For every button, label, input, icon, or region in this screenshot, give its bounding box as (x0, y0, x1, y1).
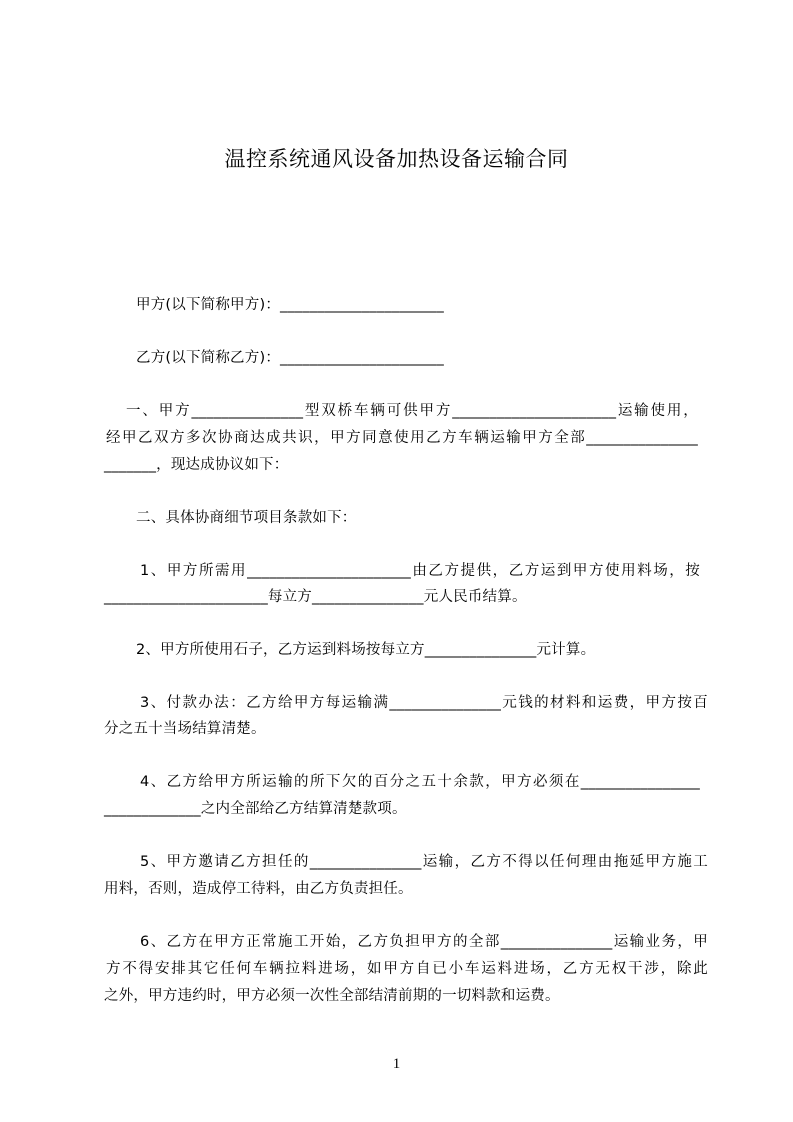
item-6-line-2: 方不得安排其它任何车辆拉料进场，如甲方自已小车运料进场，乙方无权干涉，除此 (106, 961, 708, 977)
item-6-line-3: 之外，甲方违约时，甲方必须一次性全部结清前期的一切料款和运费。 (104, 988, 560, 1004)
clause-one-line-2: 经甲乙双方多次协商达成共识，甲方同意使用乙方车辆运输甲方全部_______________ (106, 430, 698, 446)
item-3-line-2: 分之五十当场结算清楚。 (104, 721, 266, 737)
clause-one-line-3: _______，现达成协议如下： (104, 457, 289, 473)
party-b-line: 乙方(以下简称乙方)：______________________ (136, 350, 444, 366)
item-3-line-1: 3、付款办法：乙方给甲方每运输满_______________元钱的材料和运费，甲方按百 (140, 695, 708, 711)
item-6-line-1: 6、乙方在甲方正常施工开始，乙方负担甲方的全部_______________运输业务，甲 (140, 934, 708, 950)
item-5-line-1: 5、甲方邀请乙方担任的_______________运输，乙方不得以任何理由拖延甲方施工 (140, 854, 708, 870)
page-number: 1 (392, 1056, 401, 1072)
item-4-line-1: 4、乙方给甲方所运输的所下欠的百分之五十余款，甲方必须在________________ (140, 774, 700, 790)
party-a-line: 甲方(以下简称甲方)：______________________ (136, 297, 444, 313)
clause-two-heading: 二、具体协商细节项目条款如下： (136, 510, 357, 526)
item-5-line-2: 用料，否则，造成停工待料，由乙方负责担任。 (104, 881, 413, 897)
item-4-line-2: _____________之内全部给乙方结算清楚款项。 (104, 801, 407, 817)
document-title: 温控系统通风设备加热设备运输合同 (224, 147, 569, 171)
item-1-line-2: ______________________每立方_______________元人民币结算。 (104, 589, 527, 605)
item-1-line-1: 1、甲方所需用______________________由乙方提供，乙方运到甲方使用料场，按 (140, 563, 700, 579)
clause-one-line-1: 一、甲方_______________型双桥车辆可供甲方______________________运输使用， (126, 403, 698, 419)
item-2-line-1: 2、甲方所使用石子，乙方运到料场按每立方_______________元计算。 (136, 642, 596, 658)
